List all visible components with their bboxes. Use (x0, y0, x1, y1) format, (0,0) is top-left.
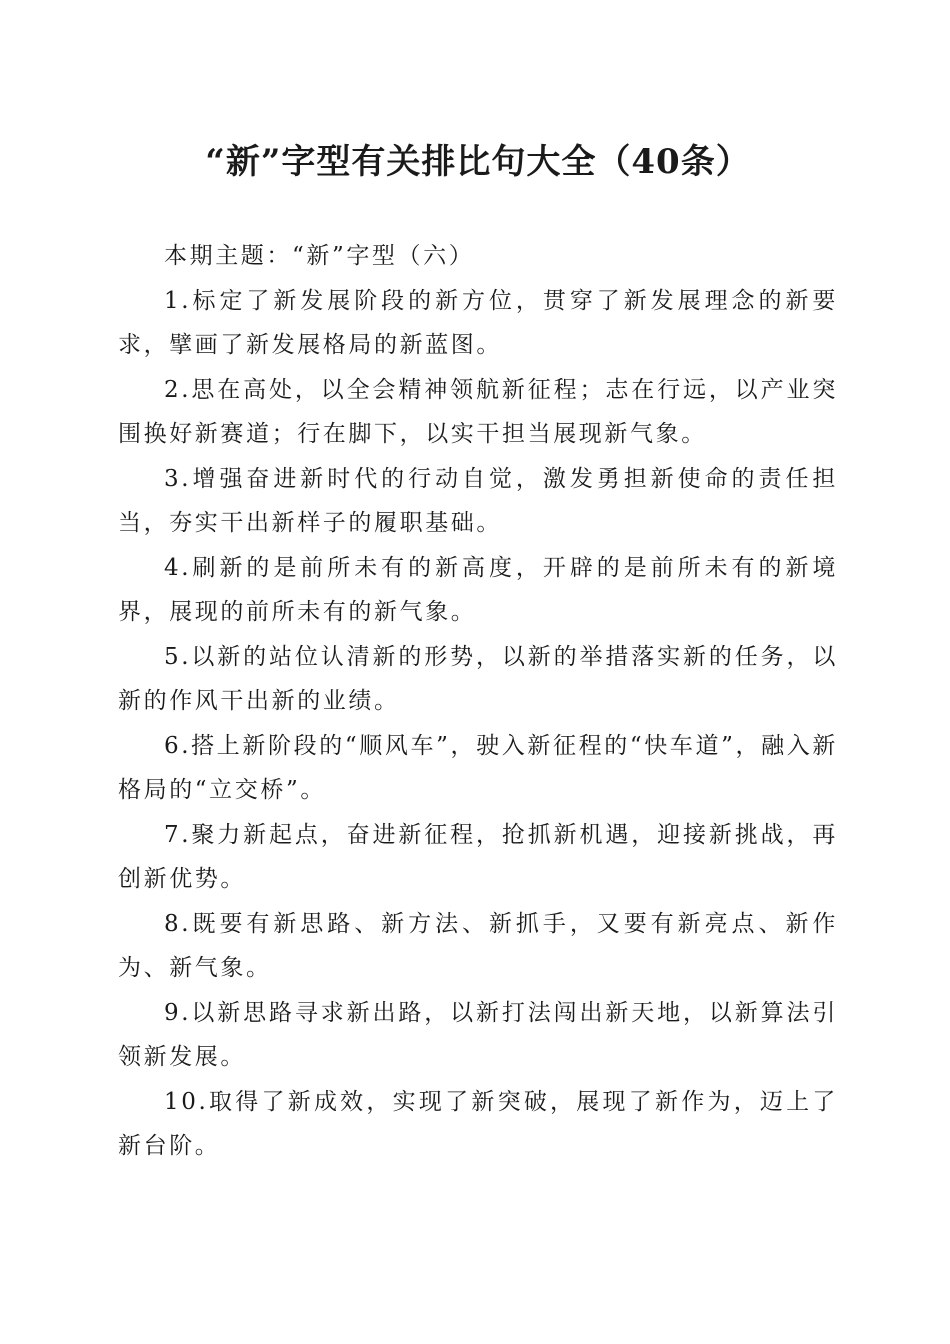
list-item: 5.以新的站位认清新的形势，以新的举措落实新的任务，以新的作风干出新的业绩。 (118, 643, 838, 714)
list-item: 8.既要有新思路、新方法、新抓手，又要有新亮点、新作为、新气象。 (118, 910, 838, 981)
list-item: 4.刷新的是前所未有的新高度，开辟的是前所未有的新境界，展现的前所未有的新气象。 (118, 554, 838, 625)
list-item: 2.思在高处，以全会精神领航新征程；志在行远，以产业突围换好新赛道；行在脚下，以实干担当展现新气象。 (118, 376, 838, 447)
list-item: 9.以新思路寻求新出路，以新打法闯出新天地，以新算法引领新发展。 (118, 999, 838, 1070)
list-item: 1.标定了新发展阶段的新方位，贯穿了新发展理念的新要求，擘画了新发展格局的新蓝图。 (118, 287, 838, 358)
document-body (118, 234, 838, 1169)
list-item: 10.取得了新成效，实现了新突破，展现了新作为，迈上了新台阶。 (118, 1088, 838, 1159)
document-title: “新”字型有关排比句大全（40条） (205, 142, 751, 182)
list-item: 3.增强奋进新时代的行动自觉，激发勇担新使命的责任担当，夯实干出新样子的履职基础。 (118, 465, 838, 536)
subject-line: 本期主题：“新”字型（六） (164, 243, 475, 269)
list-item: 7.聚力新起点，奋进新征程，抢抓新机遇，迎接新挑战，再创新优势。 (118, 821, 838, 892)
list-item: 6.搭上新阶段的“顺风车”，驶入新征程的“快车道”，融入新格局的“立交桥”。 (118, 732, 838, 803)
